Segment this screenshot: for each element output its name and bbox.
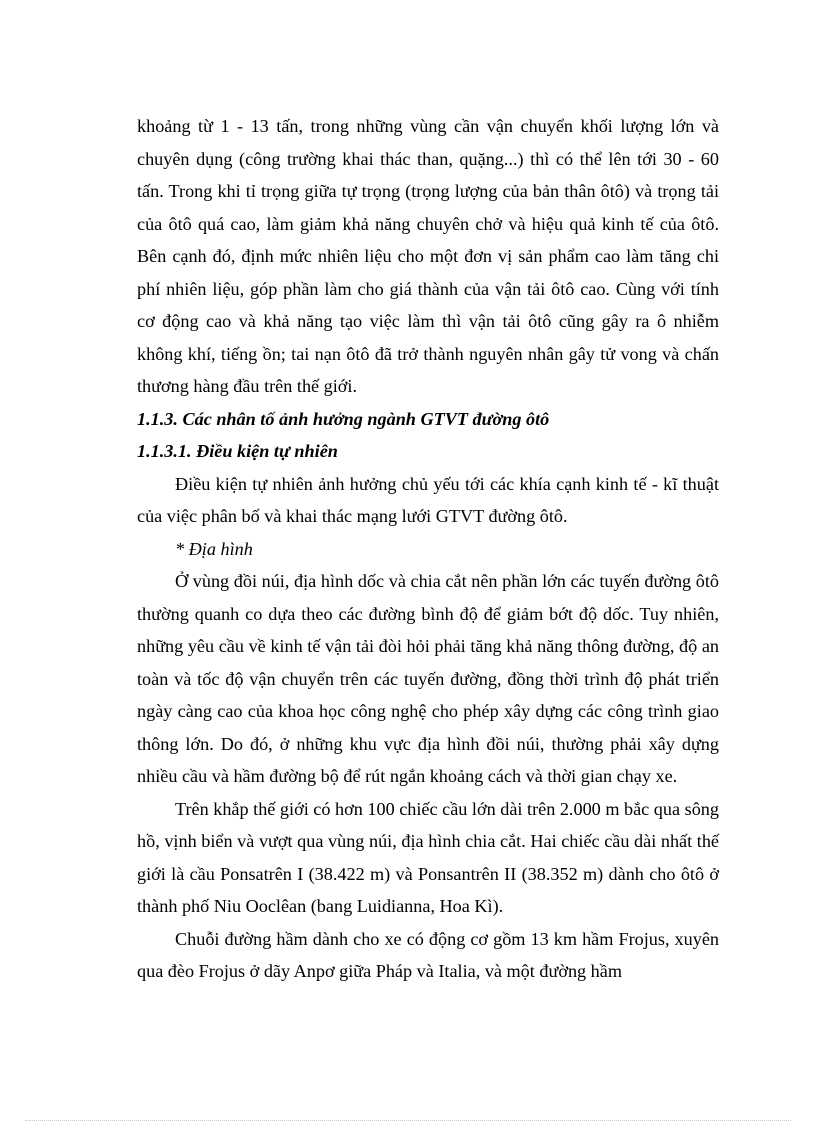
body-paragraph: Trên khắp thế giới có hơn 100 chiếc cầu lớn dài trên 2.000 m bắc qua sông hồ, vịnh biển và vượt qua vùng núi, địa hình chia cắt. Hai chiếc cầu dài nhất thế giới là cầu Ponsatrên I (38.422 m) và Ponsantrên II (38.352 m) dành cho ôtô ở thành phố Niu Ooclêan (bang Luidianna, Hoa Kì). — [137, 798, 719, 916]
body-paragraph: Chuỗi đường hầm dành cho xe có động cơ gồm 13 km hầm Frojus, xuyên qua đèo Frojus ở dãy Anpơ giữa Pháp và Italia, và một đường hầm — [137, 928, 719, 981]
subsection-heading: 1.1.3.1. Điều kiện tự nhiên — [137, 441, 338, 461]
body-paragraph: khoảng từ 1 - 13 tấn, trong những vùng cần vận chuyển khối lượng lớn và chuyên dụng (công trường khai thác than, quặng...) thì có thể lên tới 30 - 60 tấn. Trong khi tỉ trọng giữa tự trọng (trọng lượng của bản thân ôtô) và trọng tải của ôtô quá cao, làm giảm khả năng chuyên chở và hiệu quả kinh tế của ôtô. Bên cạnh đó, định mức nhiên liệu cho một đơn vị sản phẩm cao làm tăng chi phí nhiên liệu, góp phần làm cho giá thành của vận tải ôtô cao. Cùng với tính cơ động cao và khả năng tạo việc làm thì vận tải ôtô cũng gây ra ô nhiễm không khí, tiếng ồn; tai nạn ôtô đã trở thành nguyên nhân gây tử vong và chấn thương hàng đầu trên thế giới. — [137, 116, 719, 396]
body-paragraph: Điều kiện tự nhiên ảnh hưởng chủ yếu tới các khía cạnh kinh tế - kĩ thuật của việc phân bố và khai thác mạng lưới GTVT đường ôtô. — [137, 473, 719, 526]
page-bottom-divider — [25, 1120, 791, 1121]
document-page — [137, 110, 719, 988]
topic-label: * Địa hình — [175, 538, 253, 559]
section-heading: 1.1.3. Các nhân tố ảnh hưởng ngành GTVT đường ôtô — [137, 408, 550, 429]
body-paragraph: Ở vùng đồi núi, địa hình dốc và chia cắt nên phần lớn các tuyến đường ôtô thường quanh co dựa theo các đường bình độ để giảm bớt độ dốc. Tuy nhiên, những yêu cầu về kinh tế vận tải đòi hỏi phải tăng khả năng thông đường, độ an toàn và tốc độ vận chuyển trên các tuyến đường, đồng thời trình độ phát triển ngày càng cao của khoa học công nghệ cho phép xây dựng các công trình giao thông lớn. Do đó, ở những khu vực địa hình đồi núi, thường phải xây dựng nhiều cầu và hầm đường bộ để rút ngắn khoảng cách và thời gian chạy xe. — [137, 571, 719, 786]
